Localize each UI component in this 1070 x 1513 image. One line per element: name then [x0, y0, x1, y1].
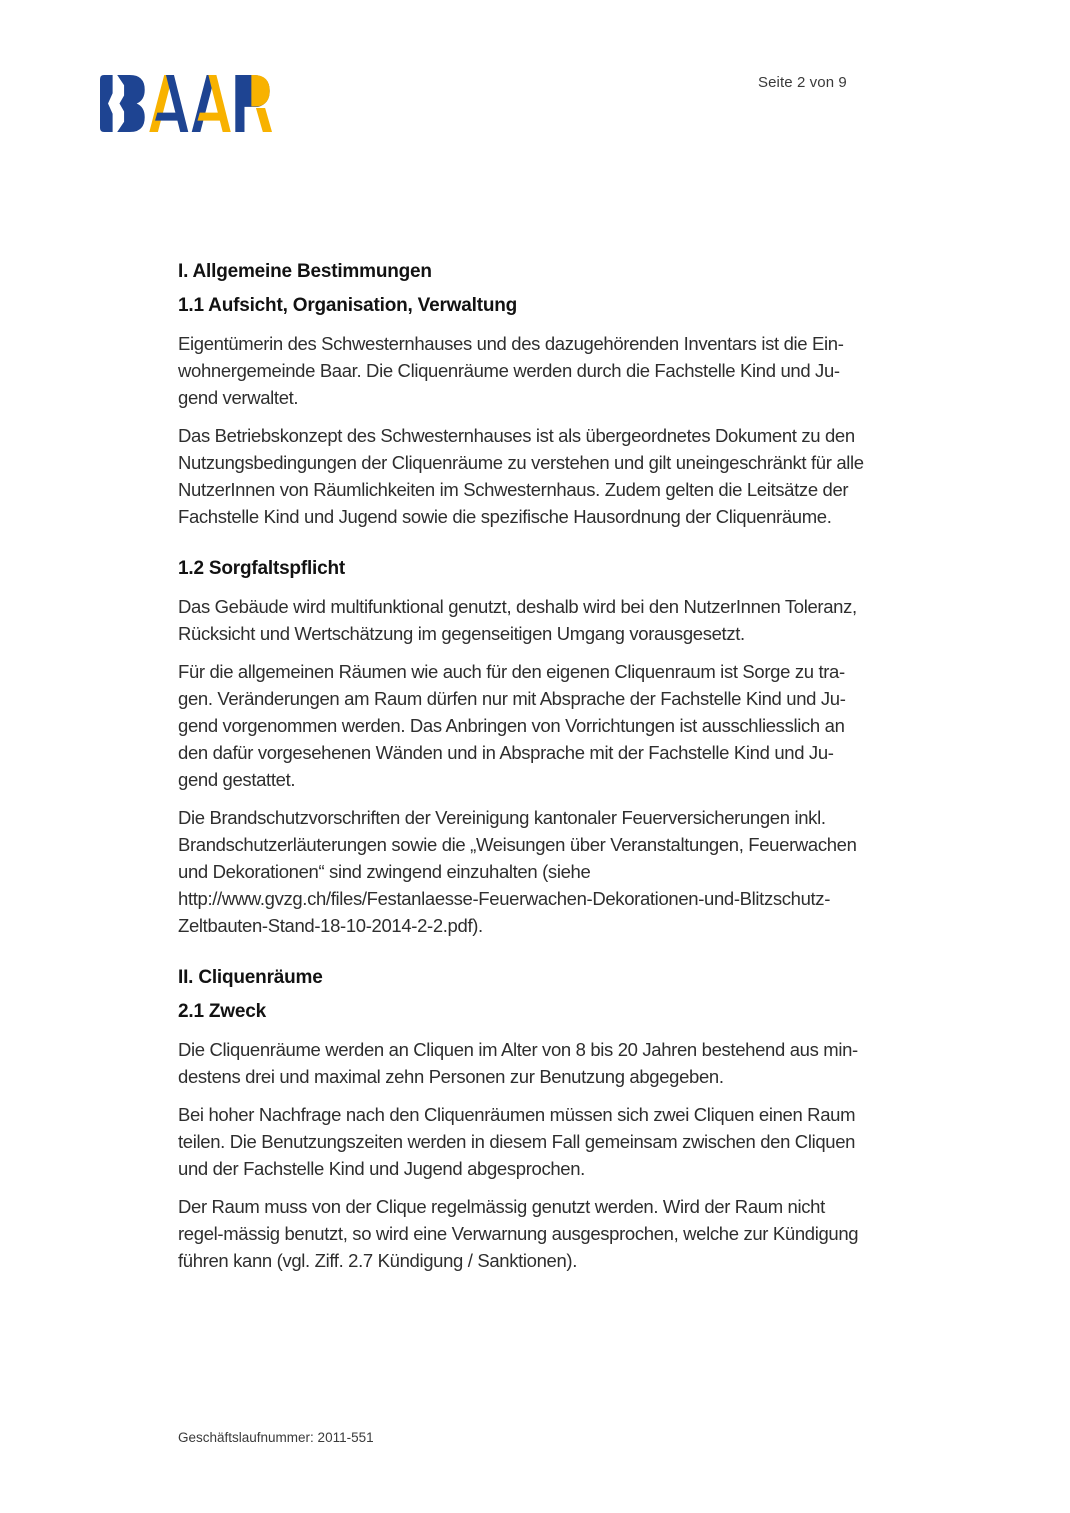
section-2-1-paragraph-1: Die Cliquenräume werden an Cliquen im Alter von 8 bis 20 Jahren bestehend aus min- destens drei und maximal zehn Personen zur Benutzung abgegeben. [178, 1039, 858, 1087]
section-1-2-paragraph-2: Für die allgemeinen Räumen wie auch für den eigenen Cliquenraum ist Sorge zu tra- gen. Veränderungen am Raum dürfen nur mit Absprache der Fachstelle Kind und Ju- gend vorgenommen werden. Das Anbringen von Vorrichtungen ist ausschliesslich an den dafür vorgesehenen Wänden und in Absprache mit der Fachstelle Kind und Ju- gend gestattet. [178, 661, 846, 790]
section-1-2-paragraph-3: Die Brandschutzvorschriften der Vereinigung kantonaler Feuerversicherungen inkl. Brandschutzerläuterungen sowie die „Weisungen über Veranstaltungen, Feuerwachen und Dekorationen“ sind zwingend einzuhalten (siehe http://www.gvzg.ch/files/Festanlaesse-Feuerwachen-Dekorationen-und-Blitzschutz- Zeltbauten-Stand-18-10-2014-2-2.pdf). [178, 807, 857, 936]
section-2-1-paragraph-2: Bei hoher Nachfrage nach den Cliquenräumen müssen sich zwei Cliquen einen Raum teilen. Die Benutzungszeiten werden in diesem Fall gemeinsam zwischen den Cliquen und der Fachstelle Kind und Jugend abgesprochen. [178, 1104, 856, 1179]
section-2-1-title: 2.1 Zweck [178, 1001, 266, 1022]
section-1-1-title: 1.1 Aufsicht, Organisation, Verwaltung [178, 295, 518, 316]
document-content [178, 258, 956, 1285]
section-1-2-paragraph-1: Das Gebäude wird multifunktional genutzt, deshalb wird bei den NutzerInnen Toleranz, Rücksicht und Wertschätzung im gegenseitigen Umgang vorausgesetzt. [178, 596, 857, 644]
baar-logo [100, 75, 272, 132]
baar-logo-icon [100, 75, 272, 132]
section-1-1-paragraph-1: Eigentümerin des Schwesternhauses und des dazugehörenden Inventars ist die Ein- wohnergemeinde Baar. Die Cliquenräume werden durch die Fachstelle Kind und Ju- gend verwaltet. [178, 333, 844, 408]
section-1-1-paragraph-2: Das Betriebskonzept des Schwesternhauses ist als übergeordnetes Dokument zu den Nutzungsbedingungen der Cliquenräume zu verstehen und gilt uneingeschränkt für alle NutzerInnen von Räumlichkeiten im Schwesternhaus. Zudem gelten die Leitsätze der Fachstelle Kind und Jugend sowie die spezifische Hausordnung der Cliquenräume. [178, 425, 864, 527]
section-1-2-title: 1.2 Sorgfaltspflicht [178, 558, 346, 579]
page-indicator: Seite 2 von 9 [758, 74, 847, 91]
document-reference: Geschäftslaufnummer: 2011-551 [178, 1430, 374, 1445]
section-2-title: II. Cliquenräume [178, 967, 323, 988]
section-2-1-paragraph-3: Der Raum muss von der Clique regelmässig genutzt werden. Wird der Raum nicht regel-mässig benutzt, so wird eine Verwarnung ausgesprochen, welche zur Kündigung führen kann (vgl. Ziff. 2.7 Kündigung / Sanktionen). [178, 1196, 859, 1271]
section-1-title: I. Allgemeine Bestimmungen [178, 261, 432, 282]
